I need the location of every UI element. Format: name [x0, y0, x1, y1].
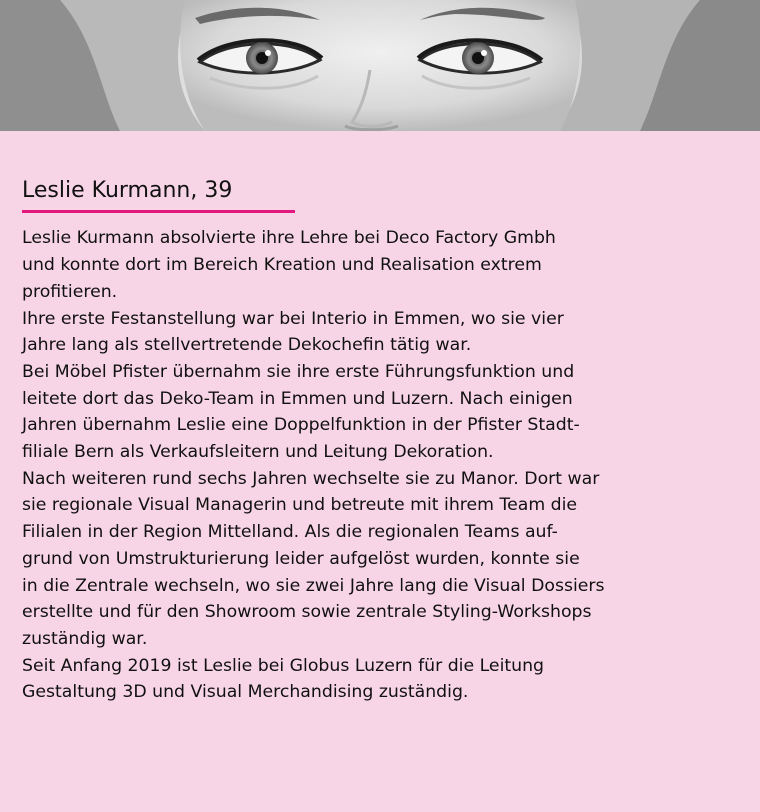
profile-bio: [22, 225, 742, 706]
profile-name: Leslie Kurmann, 39: [22, 178, 233, 203]
profile-text-block: [22, 178, 742, 706]
bio-line: in die Zentrale wechseln, wo sie zwei Jahre lang die Visual Dossiers: [22, 575, 605, 596]
bio-line: sie regionale Visual Managerin und betreute mit ihrem Team die: [22, 495, 578, 516]
bio-line: Bei Möbel Pfister übernahm sie ihre erste Führungsfunktion und: [22, 361, 575, 382]
bio-line: leitete dort das Deko-Team in Emmen und Luzern. Nach einigen: [22, 388, 573, 409]
bio-line: Nach weiteren rund sechs Jahren wechselte sie zu Manor. Dort war: [22, 468, 600, 489]
bio-line: Jahre lang als stellvertretende Dekochefin tätig war.: [22, 335, 472, 356]
bio-line: Leslie Kurmann absolvierte ihre Lehre bei Deco Factory Gmbh: [22, 228, 556, 249]
bio-line: und konnte dort im Bereich Kreation und Realisation extrem: [22, 255, 542, 276]
bio-line: Jahren übernahm Leslie eine Doppelfunktion in der Pfister Stadt-: [22, 415, 580, 436]
portrait-icon: [0, 0, 760, 131]
bio-line: zuständig war.: [22, 628, 148, 649]
bio-line: profitieren.: [22, 281, 118, 302]
name-underline: [22, 210, 295, 213]
bio-line: erstellte und für den Showroom sowie zentrale Styling-Workshops: [22, 602, 592, 623]
bio-line: Seit Anfang 2019 ist Leslie bei Globus Luzern für die Leitung: [22, 655, 545, 676]
bio-line: filiale Bern als Verkaufsleitern und Leitung Dekoration.: [22, 442, 494, 463]
bio-line: grund von Umstrukturierung leider aufgelöst wurden, konnte sie: [22, 548, 580, 569]
bio-line: Ihre erste Festanstellung war bei Interio in Emmen, wo sie vier: [22, 308, 564, 329]
portrait-photo: [0, 0, 760, 131]
bio-line: Gestaltung 3D und Visual Merchandising zuständig.: [22, 682, 469, 703]
bio-line: Filialen in der Region Mittelland. Als die regionalen Teams auf-: [22, 522, 558, 543]
